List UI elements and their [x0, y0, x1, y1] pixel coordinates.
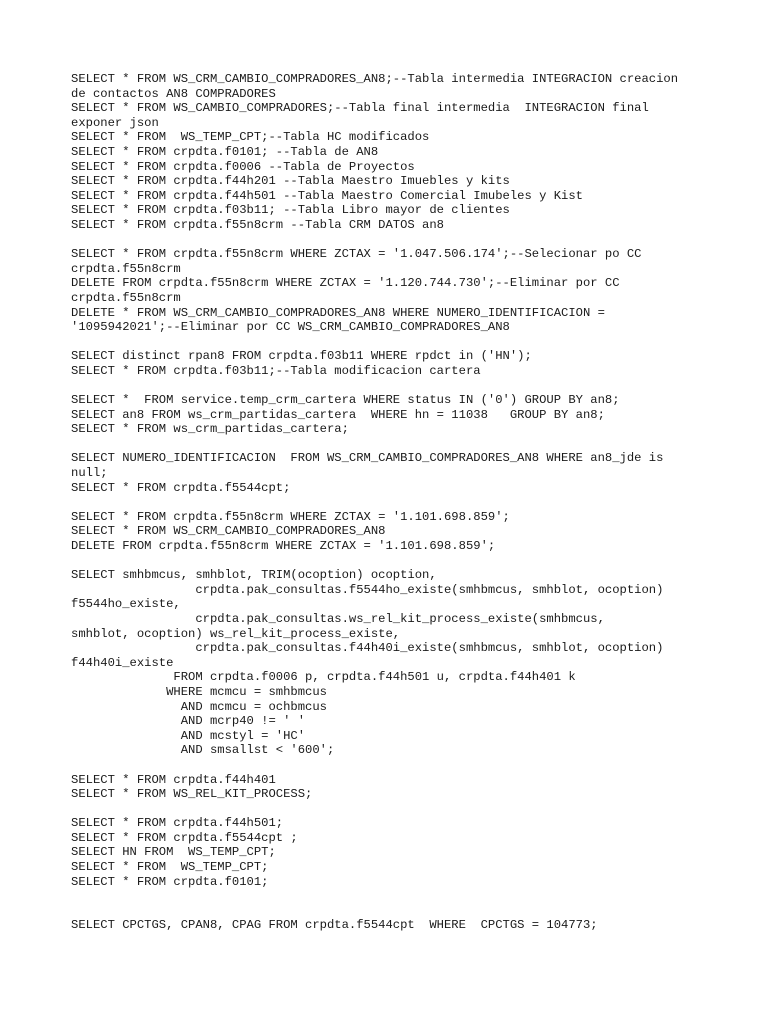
sql-line: AND smsallst < '600';: [71, 743, 335, 758]
sql-line: f44h40i_existe: [71, 655, 174, 670]
sql-line: SELECT * FROM WS_CAMBIO_COMPRADORES;--Tabla final intermedia INTEGRACION final: [71, 101, 649, 116]
sql-line: SELECT * FROM crpdta.f44h201 --Tabla Maestro Imuebles y kits: [71, 174, 510, 189]
blank-line: [71, 378, 678, 393]
blank-line: [71, 495, 678, 510]
sql-line: '1095942021';--Eliminar por CC WS_CRM_CAMBIO_COMPRADORES_AN8: [71, 320, 510, 335]
sql-line: smhblot, ocoption) ws_rel_kit_process_existe,: [71, 626, 401, 641]
sql-line: DELETE FROM crpdta.f55n8crm WHERE ZCTAX = '1.120.744.730';--Eliminar por CC: [71, 276, 620, 291]
sql-line: f5544ho_existe,: [71, 597, 181, 612]
sql-line: SELECT * FROM WS_REL_KIT_PROCESS;: [71, 787, 313, 802]
sql-line: WHERE mcmcu = smhbmcus: [71, 684, 327, 699]
sql-line: SELECT * FROM WS_CRM_CAMBIO_COMPRADORES_AN8: [71, 524, 386, 539]
sql-line: AND mcstyl = 'HC': [71, 728, 306, 743]
sql-line: AND mcmcu = ochbmcus: [71, 699, 327, 714]
sql-line: SELECT * FROM crpdta.f55n8crm WHERE ZCTAX = '1.101.698.859';: [71, 509, 510, 524]
sql-line: SELECT smhbmcus, smhblot, TRIM(ocoption) ocoption,: [71, 568, 437, 583]
blank-line: [71, 889, 678, 904]
sql-line: SELECT * FROM crpdta.f03b11; --Tabla Libro mayor de clientes: [71, 203, 510, 218]
sql-line: crpdta.f55n8crm: [71, 261, 181, 276]
sql-line: DELETE FROM crpdta.f55n8crm WHERE ZCTAX = '1.101.698.859';: [71, 539, 496, 553]
sql-line: SELECT NUMERO_IDENTIFICACION FROM WS_CRM_CAMBIO_COMPRADORES_AN8 WHERE an8_jde is: [71, 451, 664, 466]
sql-line: crpdta.pak_consultas.f5544ho_existe(smhbmcus, smhblot, ocoption): [71, 582, 664, 597]
blank-line: [71, 437, 678, 452]
sql-line: SELECT * FROM crpdta.f55n8crm --Tabla CRM DATOS an8: [71, 217, 444, 232]
sql-line: SELECT * FROM crpdta.f55n8crm WHERE ZCTAX = '1.047.506.174';--Selecionar po CC: [71, 247, 642, 262]
sql-line: SELECT * FROM crpdta.f44h401: [71, 772, 276, 787]
blank-line: [71, 758, 678, 773]
sql-line: SELECT * FROM crpdta.f5544cpt ;: [71, 830, 298, 845]
sql-line: exponer json: [71, 115, 159, 130]
sql-script-text: [71, 72, 678, 933]
sql-line: SELECT * FROM crpdta.f03b11;--Tabla modificacion cartera: [71, 363, 481, 378]
blank-line: [71, 802, 678, 817]
sql-line: SELECT * FROM crpdta.f0006 --Tabla de Proyectos: [71, 159, 415, 174]
blank-line: [71, 335, 678, 350]
sql-line: SELECT CPCTGS, CPAN8, CPAG FROM crpdta.f5544cpt WHERE CPCTGS = 104773;: [71, 918, 598, 933]
sql-line: SELECT * FROM WS_TEMP_CPT;: [71, 860, 269, 875]
sql-line: SELECT * FROM service.temp_crm_cartera WHERE status IN ('0') GROUP BY an8;: [71, 393, 620, 408]
sql-line: FROM crpdta.f0006 p, crpdta.f44h501 u, crpdta.f44h401 k: [71, 670, 576, 685]
sql-line: DELETE * FROM WS_CRM_CAMBIO_COMPRADORES_AN8 WHERE NUMERO_IDENTIFICACION =: [71, 305, 605, 320]
sql-line: SELECT * FROM WS_CRM_CAMBIO_COMPRADORES_AN8;--Tabla intermedia INTEGRACION creacion: [71, 72, 679, 86]
blank-line: [71, 233, 678, 248]
sql-line: SELECT HN FROM WS_TEMP_CPT;: [71, 845, 276, 860]
sql-line: null;: [71, 466, 108, 481]
sql-line: SELECT * FROM crpdta.f5544cpt;: [71, 480, 291, 495]
sql-line: SELECT an8 FROM ws_crm_partidas_cartera WHERE hn = 11038 GROUP BY an8;: [71, 407, 605, 422]
blank-line: [71, 904, 678, 919]
sql-line: SELECT * FROM crpdta.f44h501 --Tabla Maestro Comercial Imubeles y Kist: [71, 188, 583, 203]
sql-line: crpdta.pak_consultas.f44h40i_existe(smhbmcus, smhblot, ocoption): [71, 641, 664, 656]
sql-line: SELECT distinct rpan8 FROM crpdta.f03b11 WHERE rpdct in ('HN');: [71, 349, 532, 364]
sql-line: SELECT * FROM ws_crm_partidas_cartera;: [71, 422, 349, 437]
sql-line: SELECT * FROM crpdta.f0101;: [71, 874, 269, 889]
sql-line: crpdta.f55n8crm: [71, 290, 181, 305]
sql-line: AND mcrp40 != ' ': [71, 714, 306, 729]
sql-line: SELECT * FROM crpdta.f0101; --Tabla de AN8: [71, 144, 379, 159]
sql-line: de contactos AN8 COMPRADORES: [71, 86, 276, 101]
blank-line: [71, 554, 678, 569]
sql-line: crpdta.pak_consultas.ws_rel_kit_process_existe(smhbmcus,: [71, 611, 605, 626]
sql-line: SELECT * FROM WS_TEMP_CPT;--Tabla HC modificados: [71, 130, 430, 145]
sql-line: SELECT * FROM crpdta.f44h501;: [71, 816, 284, 831]
